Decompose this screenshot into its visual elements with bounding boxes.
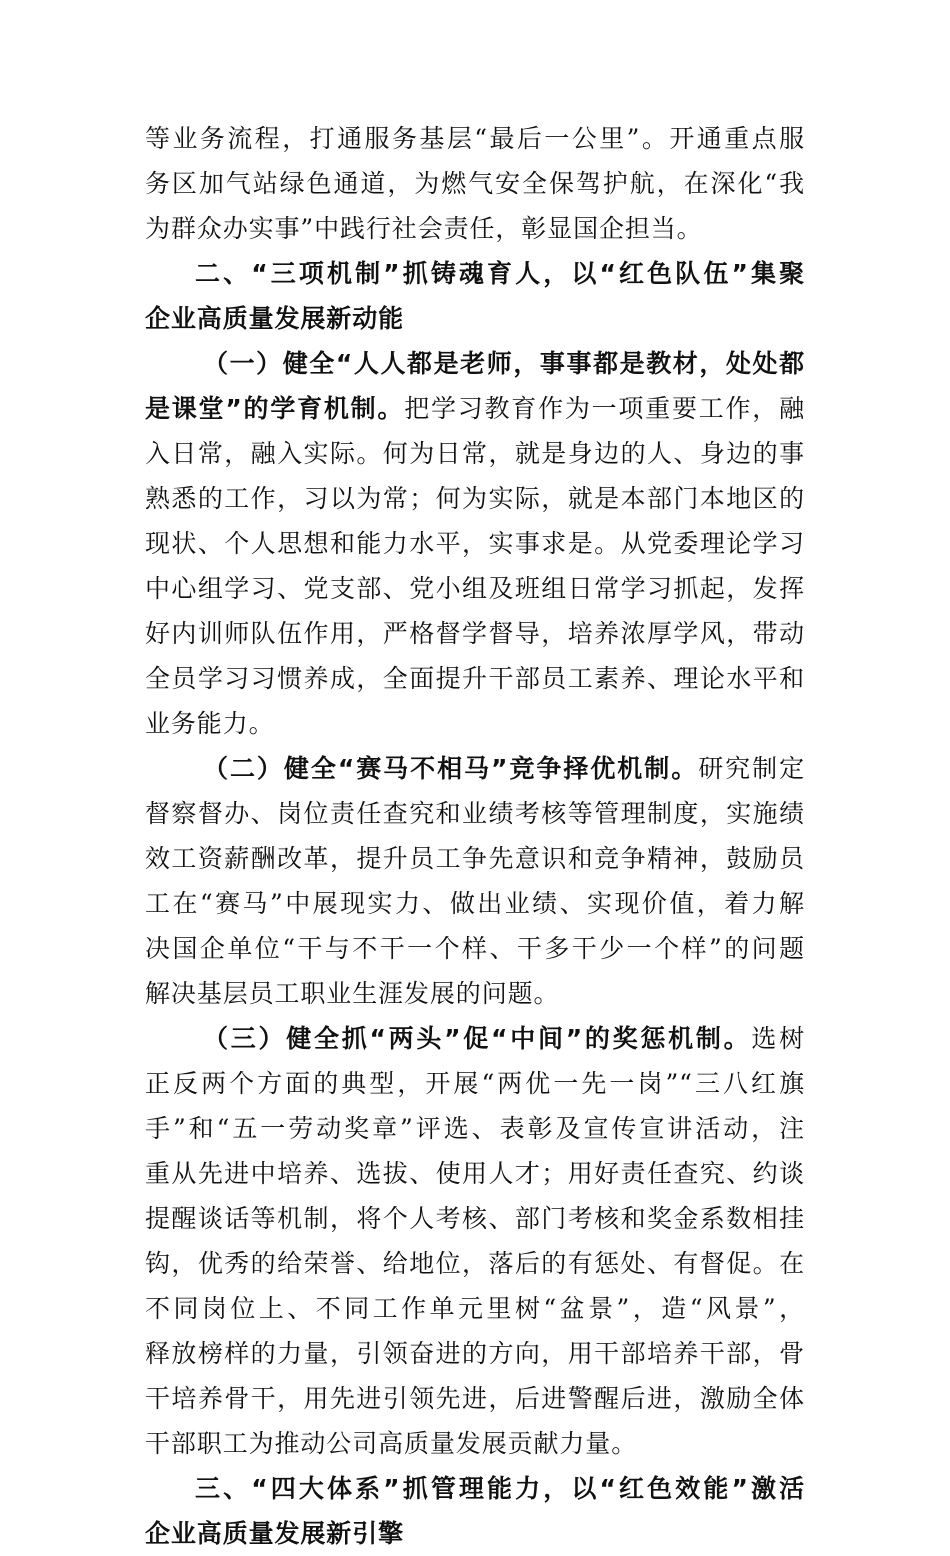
heading-line: 企业高质量发展新动能 [145,304,405,333]
paragraph-intro [145,116,805,251]
text-line: 释放榜样的力量，引领奋进的方向，用干部培养干部，骨 [145,1339,805,1368]
document-page [145,116,805,1556]
subsection-title: （二）健全“赛马不相马”竞争择优机制。 [203,754,699,783]
subsection-2 [145,746,805,1016]
subsection-title-line: （一）健全“人人都是老师，事事都是教材，处处都 [203,349,805,378]
text-line: 业务能力。 [145,709,275,738]
text-line: 手”和“五一劳动奖章”评选、表彰及宣传宣讲活动，注 [145,1114,805,1143]
subsection-title: （三）健全抓“两头”促“中间”的奖惩机制。 [203,1024,752,1053]
section-heading-3 [145,1466,805,1556]
heading-line: 三、“四大体系”抓管理能力，以“红色效能”激活 [195,1474,805,1503]
subsection-3 [145,1016,805,1466]
text-line: 全员学习习惯养成，全面提升干部员工素养、理论水平和 [145,664,805,693]
text-line: 解决基层员工职业生涯发展的问题。 [145,979,560,1008]
text-line: 不同岗位上、不同工作单元里树“盆景”，造“风景”， [145,1294,805,1323]
text-line: 正反两个方面的典型，开展“两优一先一岗”“三八红旗 [145,1069,805,1098]
text-line: 务区加气站绿色通道，为燃气安全保驾护航，在深化“我 [145,169,805,198]
section-heading-2 [145,251,805,341]
text-line: 干培养骨干，用先进引领先进，后进警醒后进，激励全体 [145,1384,805,1413]
body-text: 选树 [751,1024,805,1053]
heading-line: 企业高质量发展新引擎 [145,1519,405,1548]
text-line: 熟悉的工作，习以为常；何为实际，就是本部门本地区的 [145,484,805,513]
text-line [145,1016,805,1061]
text-line: 工在“赛马”中展现实力、做出业绩、实现价值，着力解 [145,889,805,918]
text-line: 现状、个人思想和能力水平，实事求是。从党委理论学习 [145,529,805,558]
subsection-1 [145,341,805,746]
heading-line: 二、“三项机制”抓铸魂育人，以“红色队伍”集聚 [195,259,805,288]
text-line: 等业务流程，打通服务基层“最后一公里”。开通重点服 [145,124,805,153]
text-line: 效工资薪酬改革，提升员工争先意识和竞争精神，鼓励员 [145,844,805,873]
text-line: 决国企单位“干与不干一个样、干多干少一个样”的问题 [145,934,805,963]
text-line: 中心组学习、党支部、党小组及班组日常学习抓起，发挥 [145,574,805,603]
text-line: 重从先进中培养、选拔、使用人才；用好责任查究、约谈 [145,1159,805,1188]
body-text: 把学习教育作为一项重要工作，融 [404,394,805,423]
text-line: 钩，优秀的给荣誉、给地位，落后的有惩处、有督促。在 [145,1249,805,1278]
text-line: 督察督办、岗位责任查究和业绩考核等管理制度，实施绩 [145,799,805,828]
subsection-title-line: 是课堂”的学育机制。 [145,394,405,423]
text-line [145,746,805,791]
text-line: 好内训师队伍作用，严格督学督导，培养浓厚学风，带动 [145,619,805,648]
text-line: 提醒谈话等机制，将个人考核、部门考核和奖金系数相挂 [145,1204,805,1233]
text-line: 为群众办实事”中践行社会责任，彰显国企担当。 [145,214,703,243]
body-text: 研究制定 [698,754,805,783]
text-line: 干部职工为推动公司高质量发展贡献力量。 [145,1429,638,1458]
text-line: 入日常，融入实际。何为日常，就是身边的人、身边的事 [145,439,805,468]
text-line [145,386,805,431]
